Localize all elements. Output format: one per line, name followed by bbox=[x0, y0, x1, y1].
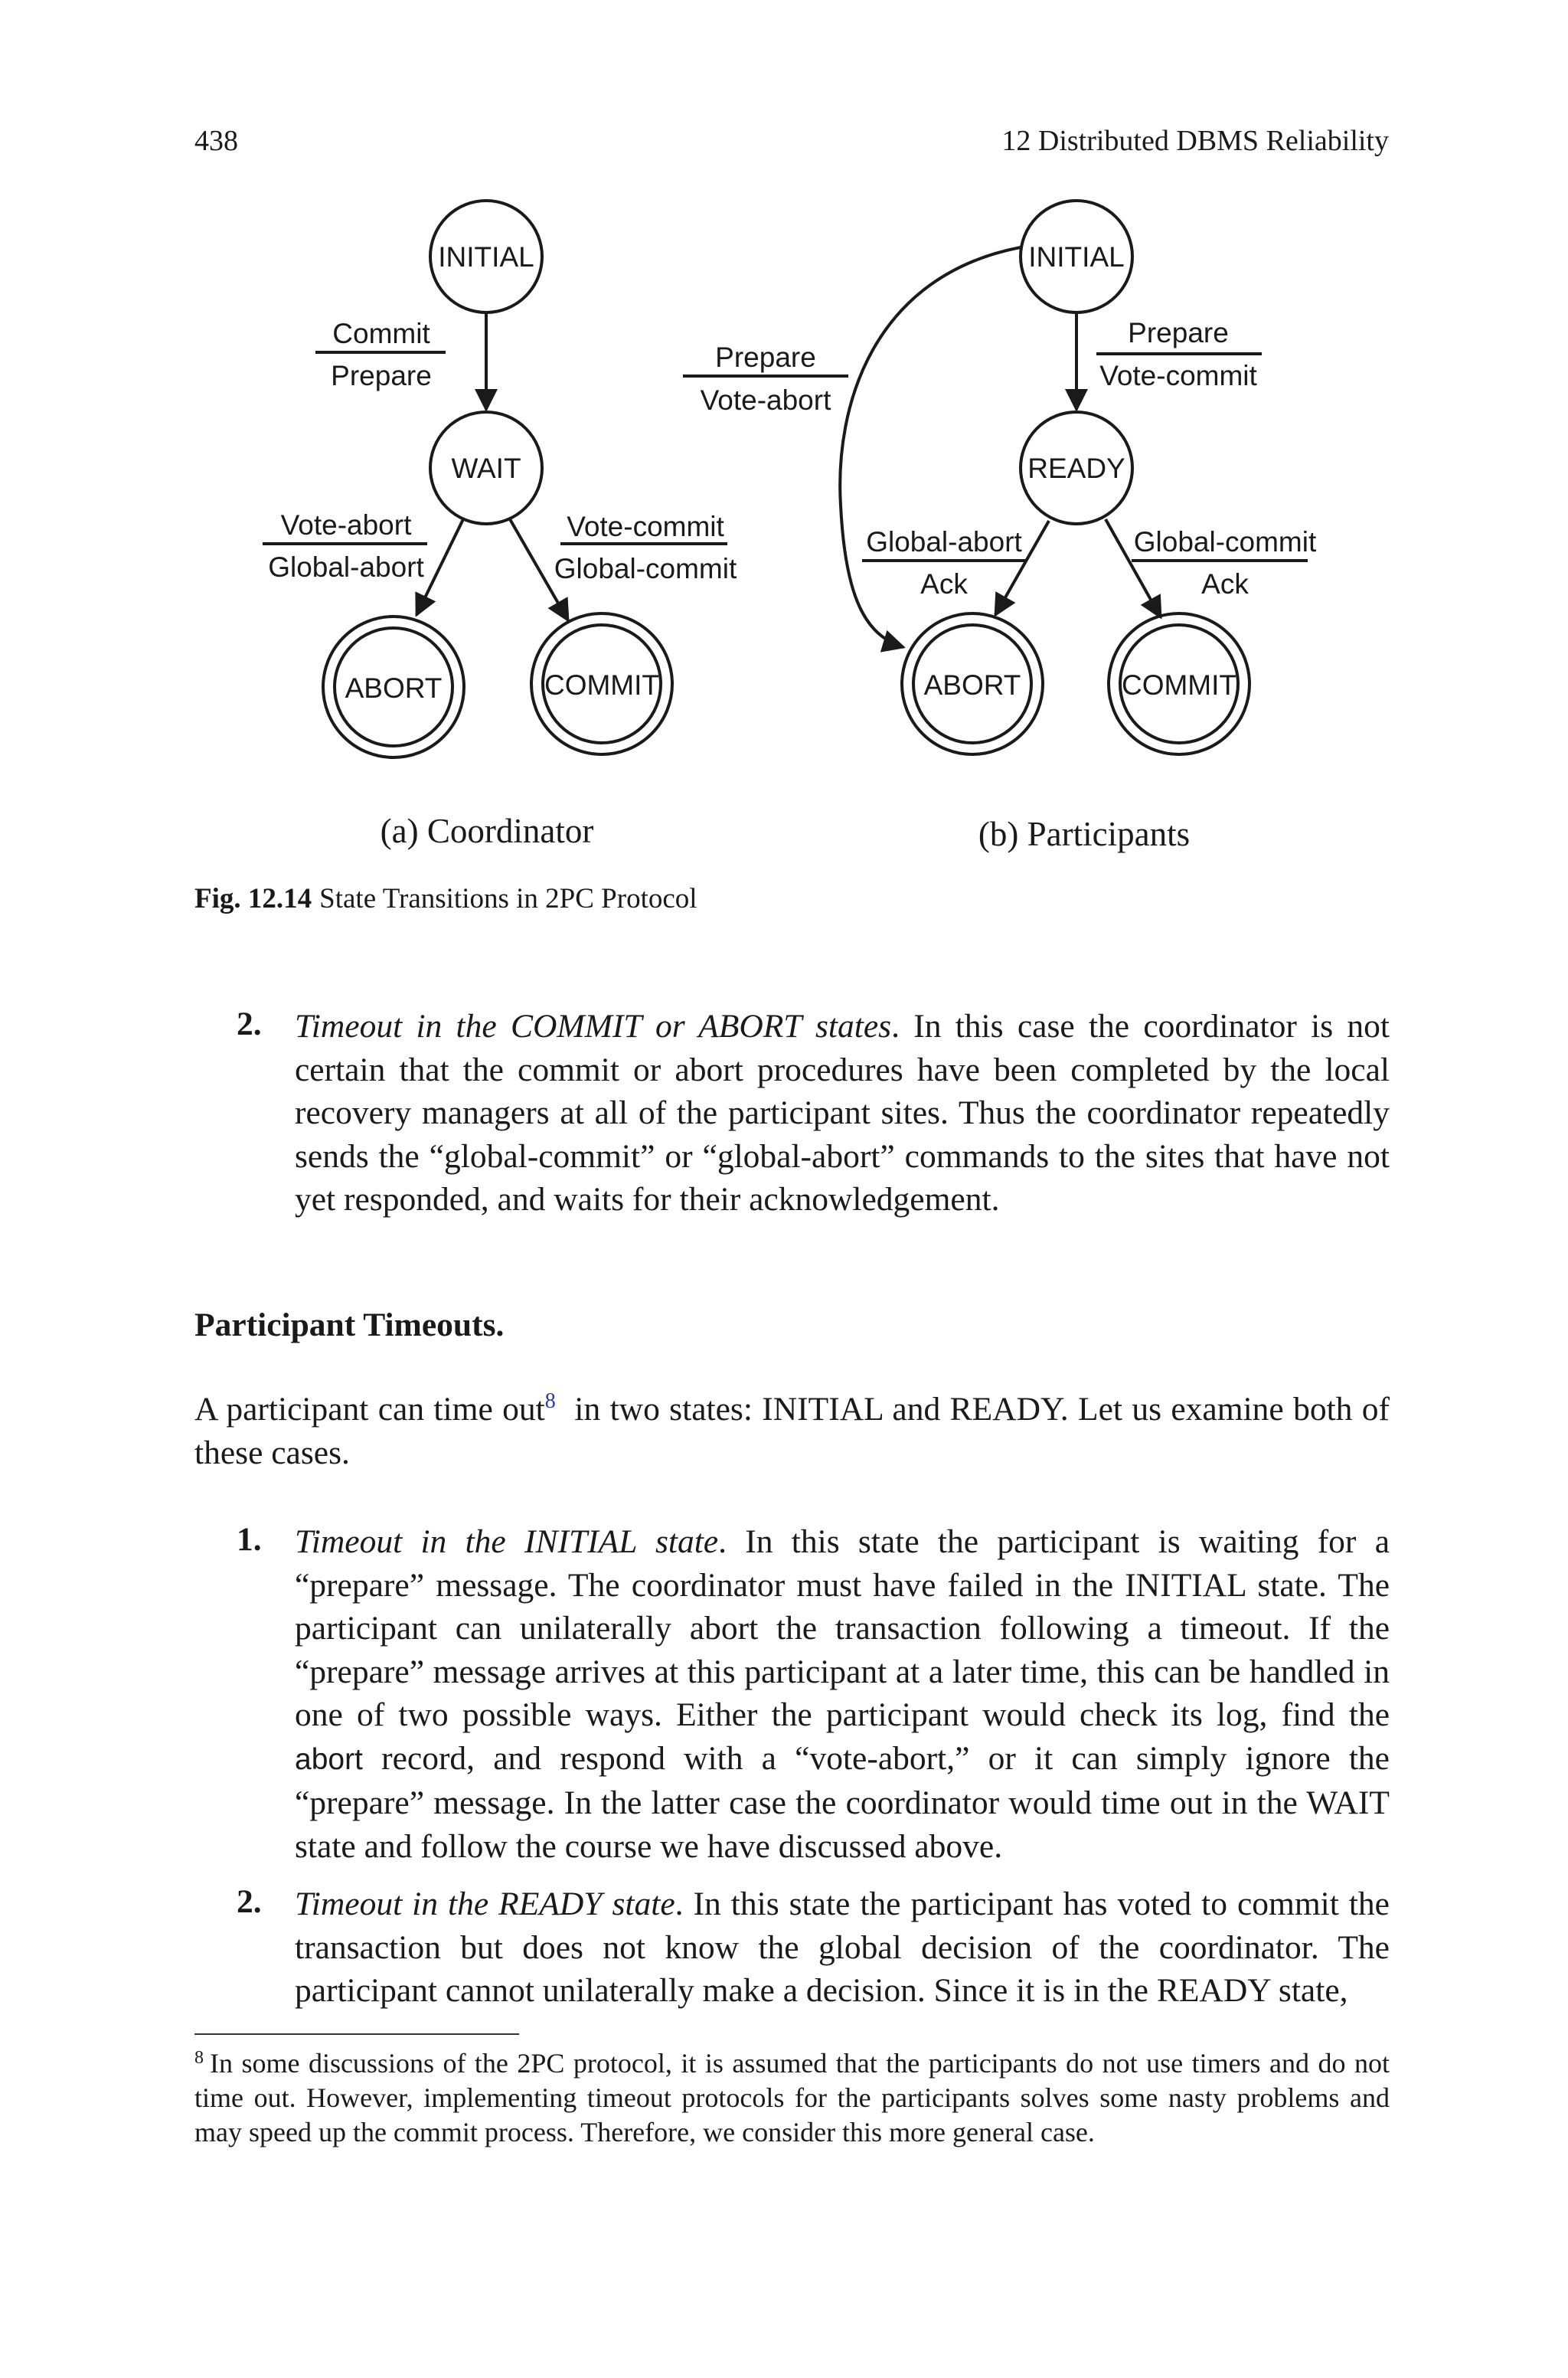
footnote bbox=[194, 2046, 1390, 2150]
footnote-text: In some discussions of the 2PC protocol, it is assumed that the participants do not use timers and do not time out. However, implementing timeout protocols for the participants solves some nasty problems and may speed up the commit process. Therefore, we consider this more general case. bbox=[194, 2048, 1390, 2147]
coord-abort-label: ABORT bbox=[345, 672, 443, 704]
part-t2-bottom: Vote-abort bbox=[700, 384, 831, 416]
coord-initial-label: INITIAL bbox=[438, 241, 534, 273]
coord-t3-bottom: Global-commit bbox=[554, 553, 737, 584]
figure-caption-label: Fig. 12.14 bbox=[194, 883, 312, 914]
intro-paragraph: A participant can time out$^8$ in two states: INITIAL and READY. Let us examine both of these cases. bbox=[194, 1389, 1398, 1471]
part-item2-text: Timeout in the READY state. In this state the participant has voted to commit the transaction but does not know the global decision of the coordinator. The participant cannot unilaterally make a decision. Since it is in the READY state, bbox=[295, 1886, 1390, 2009]
part-item2-title: Timeout in the READY state bbox=[295, 1886, 675, 1922]
coord-t1-top: Commit bbox=[332, 318, 430, 349]
footnote-reference[interactable]: 8 bbox=[544, 1389, 556, 1413]
part-initial-label: INITIAL bbox=[1028, 241, 1125, 273]
figure-caption bbox=[194, 882, 697, 915]
part-item1-title: Timeout in the INITIAL state bbox=[295, 1523, 719, 1560]
state-transition-figure bbox=[0, 0, 1568, 873]
running-header: 12 Distributed DBMS Reliability bbox=[1001, 125, 1389, 157]
figure-caption-text: State Transitions in 2PC Protocol bbox=[319, 883, 697, 914]
page-number: 438 bbox=[194, 125, 238, 157]
footnote-rule bbox=[194, 2033, 519, 2035]
part-t4-bottom: Ack bbox=[1201, 568, 1249, 600]
coord-t1-bottom: Prepare bbox=[331, 360, 432, 391]
part-t2-top: Prepare bbox=[715, 342, 816, 373]
coord-t3-top: Vote-commit bbox=[567, 511, 724, 542]
section-heading: Participant Timeouts. bbox=[194, 1307, 505, 1343]
part-item1-text: Timeout in the INITIAL state. In this state the participant is waiting for a “prepare” message. The coordinator must have failed in the INITIAL state. The participant can unilaterally abort the transaction following a timeout. If the “prepare” message arrives at this participant at a later time, this can be handled in one of two possible ways. Either the participant would check its log, find the abort record, and respond with a “vote-abort,” or it can simply ignore the “prepare” message. In the latter case the coordinator would time out in the WAIT state and follow the course we have discussed above. bbox=[295, 1523, 1390, 1865]
coord-item2-title: Timeout in the COMMIT or ABORT states bbox=[295, 1008, 892, 1045]
abort-code: abort bbox=[295, 1742, 363, 1776]
subcaption-participants: (b) Participants bbox=[978, 815, 1191, 853]
coord-t2-bottom: Global-abort bbox=[268, 551, 424, 583]
part-commit-label: COMMIT bbox=[1121, 669, 1237, 701]
part-t3-bottom: Ack bbox=[920, 568, 968, 600]
part-ready-label: READY bbox=[1027, 453, 1125, 484]
part-t4-top: Global-commit bbox=[1133, 526, 1317, 558]
coord-commit-label: COMMIT bbox=[544, 669, 660, 701]
part-abort-label: ABORT bbox=[923, 669, 1021, 701]
part-t3-top: Global-abort bbox=[866, 526, 1022, 558]
coord-t2-top: Vote-abort bbox=[280, 509, 412, 541]
part-t1-top: Prepare bbox=[1128, 317, 1229, 348]
coord-wait-label: WAIT bbox=[451, 453, 521, 484]
coord-item2-text: Timeout in the COMMIT or ABORT states. In this case the coordinator is not certain that the commit or abort procedures have been completed by the local recovery managers at all of the participant sites. Thus the coordinator repeatedly sends the “global-commit” or “global-abort” commands to the sites that have not yet responded, and waits for their acknowledgement. bbox=[295, 1008, 1390, 1218]
part-item2-number: 2. bbox=[237, 1883, 262, 1920]
part-t1-bottom: Vote-commit bbox=[1099, 360, 1257, 391]
coord-item2-number: 2. bbox=[237, 1006, 262, 1042]
footnote-mark: 8 bbox=[194, 2048, 204, 2068]
subcaption-coordinator: (a) Coordinator bbox=[380, 812, 594, 850]
part-item1-number: 1. bbox=[237, 1521, 262, 1558]
